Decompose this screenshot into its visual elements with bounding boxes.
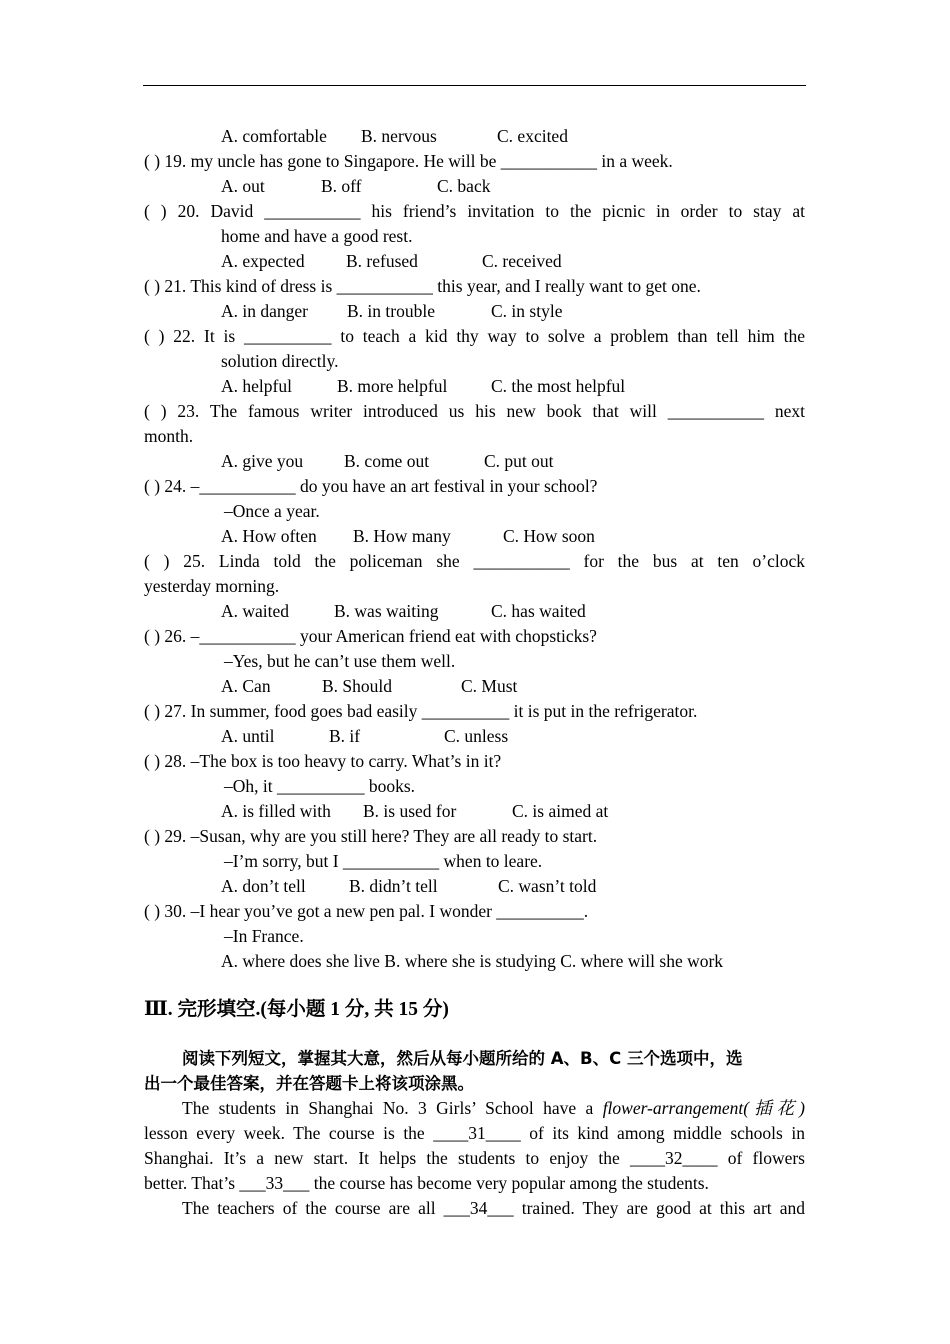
option-c: C. Must [461, 676, 518, 696]
q23-options [144, 449, 805, 474]
option-a: A. give you [221, 451, 304, 471]
option-c: C. unless [444, 726, 509, 746]
option-a: A. How often [221, 526, 317, 546]
q21-stem: ( ) 21. This kind of dress is ___________ this year, and I really want to get one. [144, 276, 701, 296]
q30-stem: ( ) 30. –I hear you’ve got a new pen pal. I wonder __________. [144, 901, 589, 921]
passage-line: better. That’s ___33___ the course has become very popular among the students. [144, 1173, 709, 1193]
option-c: C. excited [497, 126, 568, 146]
option-c: C. put out [484, 451, 554, 471]
q29-options [144, 874, 805, 899]
option-b: B. come out [344, 451, 430, 471]
passage-text: The students in Shanghai No. 3 Girls’ School have a [182, 1098, 603, 1118]
q26-reply: –Yes, but he can’t use them well. [224, 651, 456, 671]
q25-stem-line1: ( ) 25. Linda told the policeman she ___________ for the bus at ten o’clock [144, 551, 805, 571]
passage-line [144, 1096, 805, 1121]
q24-options [144, 524, 805, 549]
option-c: C. received [482, 251, 562, 271]
option-a: A. until [221, 726, 275, 746]
q26-options [144, 674, 805, 699]
q20-stem-line2: home and have a good rest. [221, 226, 413, 246]
option-a: A. waited [221, 601, 290, 621]
option-c: C. wasn’t told [498, 876, 597, 896]
option-b: B. in trouble [347, 301, 435, 321]
q24-stem: ( ) 24. –___________ do you have an art festival in your school? [144, 476, 598, 496]
option-c: C. in style [491, 301, 563, 321]
q22-stem-line1: ( ) 22. It is __________ to teach a kid thy way to solve a problem than tell him the [144, 326, 805, 346]
option-a: A. in danger [221, 301, 308, 321]
q28-reply: –Oh, it __________ books. [224, 776, 416, 796]
option-b: B. didn’t tell [349, 876, 438, 896]
q29-reply: –I’m sorry, but I ___________ when to leare. [224, 851, 543, 871]
option-b: B. if [329, 726, 361, 746]
option-b: B. Should [322, 676, 393, 696]
q23-stem-line1: ( ) 23. The famous writer introduced us his new book that will ___________ next [144, 401, 805, 421]
option-a: A. comfortable [221, 126, 327, 146]
section-instructions [144, 1046, 805, 1096]
q23-stem-line2: month. [144, 426, 194, 446]
q30-options: A. where does she live B. where she is studying C. where will she work [221, 951, 724, 971]
q27-stem: ( ) 27. In summer, food goes bad easily __________ it is put in the refrigerator. [144, 701, 698, 721]
option-b: B. refused [346, 251, 418, 271]
passage [144, 1096, 805, 1221]
passage-line: lesson every week. The course is the ____31____ of its kind among middle schools in [144, 1123, 805, 1143]
q19-stem: ( ) 19. my uncle has gone to Singapore. He will be ___________ in a week. [144, 151, 673, 171]
passage-line: The teachers of the course are all ___34___ trained. They are good at this art and [182, 1198, 805, 1218]
q30-reply: –In France. [224, 926, 304, 946]
header-rule [143, 85, 806, 86]
passage-line: Shanghai. It’s a new start. It helps the students to enjoy the ____32____ of flowers [144, 1148, 805, 1168]
q21-options [144, 299, 805, 324]
q22-stem-line2: solution directly. [221, 351, 339, 371]
section-heading: Ⅲ. 完形填空.(每小题 1 分, 共 15 分) [144, 999, 449, 1020]
question-list [144, 124, 805, 1221]
q26-stem: ( ) 26. –___________ your American friend eat with chopsticks? [144, 626, 597, 646]
q25-stem-line2: yesterday morning. [144, 576, 280, 596]
option-b: B. off [321, 176, 362, 196]
option-c: C. How soon [503, 526, 595, 546]
passage-italic-term: flower-arrangement(插花) [602, 1098, 805, 1118]
q20-options [144, 249, 805, 274]
option-c: C. the most helpful [491, 376, 626, 396]
q27-options [144, 724, 805, 749]
instructions-line2: 出一个最佳答案，并在答题卡上将该项涂黑。 [144, 1074, 474, 1093]
q20-stem-line1: ( ) 20. David ___________ his friend’s invitation to the picnic in order to stay at [144, 201, 805, 221]
option-a: A. out [221, 176, 265, 196]
option-b: B. nervous [361, 126, 437, 146]
option-c: C. is aimed at [512, 801, 609, 821]
instructions-line1: 阅读下列短文，掌握其大意，然后从每小题所给的 A、B、C 三个选项中，选 [182, 1049, 743, 1068]
option-b: B. How many [353, 526, 451, 546]
q22-options [144, 374, 805, 399]
option-b: B. was waiting [334, 601, 439, 621]
option-b: B. is used for [363, 801, 457, 821]
q25-options [144, 599, 805, 624]
option-c: C. has waited [491, 601, 586, 621]
q29-stem: ( ) 29. –Susan, why are you still here? They are all ready to start. [144, 826, 598, 846]
option-b: B. more helpful [337, 376, 448, 396]
option-a: A. is filled with [221, 801, 331, 821]
option-a: A. don’t tell [221, 876, 306, 896]
option-c: C. back [437, 176, 491, 196]
option-a: A. expected [221, 251, 305, 271]
option-a: A. Can [221, 676, 271, 696]
q24-reply: –Once a year. [224, 501, 320, 521]
q18-options [144, 124, 805, 149]
option-a: A. helpful [221, 376, 292, 396]
q28-options [144, 799, 805, 824]
q19-options [144, 174, 805, 199]
q28-stem: ( ) 28. –The box is too heavy to carry. What’s in it? [144, 751, 502, 771]
